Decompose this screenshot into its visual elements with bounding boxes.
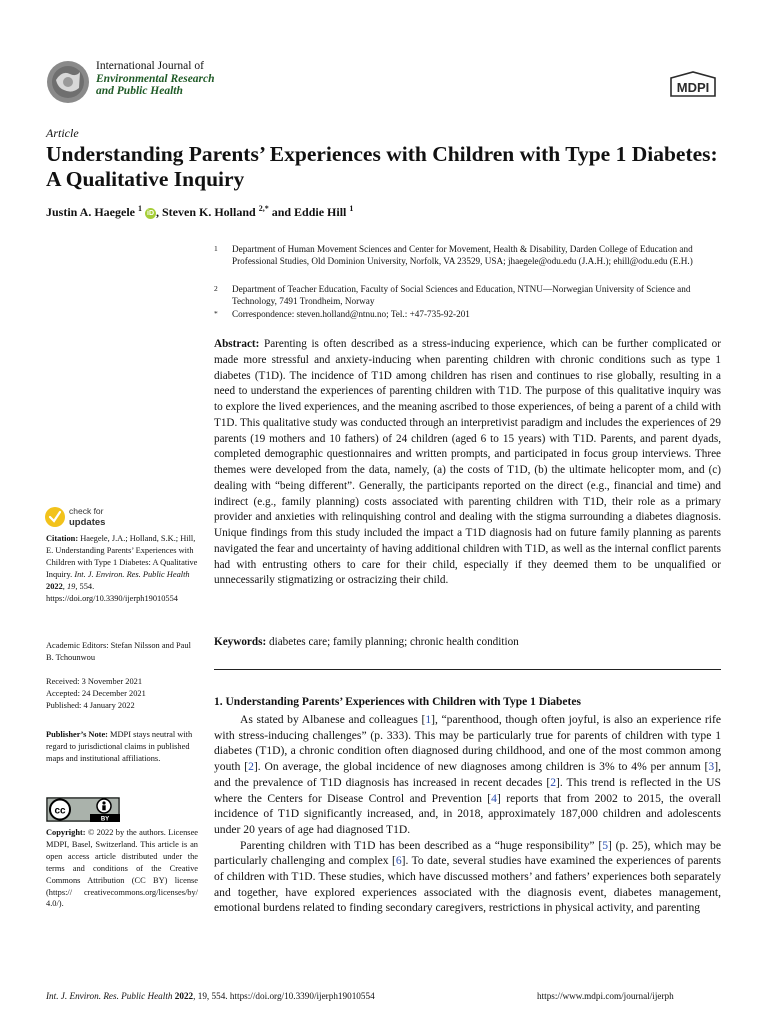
section-divider <box>214 669 721 670</box>
received-date: Received: 3 November 2021 <box>46 677 143 686</box>
copyright-block <box>46 827 198 910</box>
reference-link[interactable]: 2 <box>550 775 557 789</box>
by-text: BY <box>100 816 110 822</box>
paragraph-text: ]. This trend is reflected in the US where the Centers for Disease Control and Prevention [ <box>214 775 721 805</box>
orcid-icon[interactable]: iD <box>147 210 154 217</box>
journal-name-line1: International Journal of <box>96 60 204 72</box>
author-hill[interactable]: Eddie Hill <box>294 205 347 219</box>
author-haegele[interactable]: Justin A. Haegele <box>46 205 135 219</box>
publisher-note-text: MDPI stays neutral with regard to jurisdictional claims in published maps and institutional affiliations. <box>46 730 193 763</box>
updates-text: updates <box>69 517 106 528</box>
abstract <box>214 337 721 589</box>
paragraph-2 <box>214 838 721 917</box>
affiliation-1 <box>214 243 724 267</box>
affiliation-2 <box>214 283 724 307</box>
keywords <box>214 636 721 648</box>
author-sup: 1 <box>349 204 354 213</box>
paragraph-1 <box>214 712 721 838</box>
dates-block <box>46 676 198 712</box>
journal-logo-icon <box>46 60 90 104</box>
author-holland[interactable]: Steven K. Holland <box>162 205 256 219</box>
cc-by-license-badge[interactable] <box>46 797 120 822</box>
article-type: Article <box>46 126 79 140</box>
citation-journal: Int. J. Environ. Res. Public Health <box>74 569 190 579</box>
citation-text: Haegele, J.A.; Holland, S.K.; Hill, E. Understanding Parents’ Experiences with Children with Type 1 Diabetes: A Qualitative Inquiry. <box>46 534 198 579</box>
author-sup: 1 <box>138 204 142 213</box>
abstract-text: Parenting is often described as a stress-inducing experience, which can be further complicated or made more stressful and anxiety-inducing when parenting children with chronic conditions such as type 1 diabetes (T1D). The incidence of T1D among children has risen and continues to rise globally, resulting in a need to understand the experiences of parenting children with T1D. The purpose of this qualitative inquiry was to explore the lived experiences, and the meaning ascribed to those experiences, of being a parent of a child with T1D. This qualitative study was conducted through an interpretivist paradigm and includes the experiences of 29 parents (19 mothers and 10 fathers) of 24 children (aged 6 to 15 years) with T1D. Parents, and parent dyads, completed demographic questionnaires and written prompts, and participated in focus group interviews. Three themes were developed from the data, namely, (a) the costs of T1D, (b) the ultimate helicopter mom, and (c) dealing with “being different”. Generally, the participants reported on the direct (e.g., financial and time) and indirect (e.g., family planning) costs associated with parenting children with T1D, their role as a primary provider and anxieties with relinquishing control and dealing with the stigma surrounding a diabetes diagnosis. Unique findings from this study included the impact a T1D diagnosis had on future family planning as parents navigated the fear and uncertainty of having additional children with T1D, as well as the internal conflict parents had with entrusting others to care for their child, especially if they deemed them to be unqualified or unnecessarily stigmatizing or ostracizing their child. <box>214 338 722 587</box>
affiliation-text: Department of Teacher Education, Faculty of Social Sciences and Education, NTNU—Norwegian University of Science and Technology, 7491 Trondheim, Norway <box>232 284 691 306</box>
citation-block: Citation: Haegele, J.A.; Holland, S.K.; Hill, E. Understanding Parents’ Experiences with Children with Type 1 Diabetes: A Qualitative Inquiry. Int. J. Environ. Res. Public Health 2022, 19, 554. https://doi.org/10.3390/ijerph19010554 <box>46 534 198 603</box>
footer-doi[interactable]: , 19, 554. https://doi.org/10.3390/ijerph19010554 <box>193 991 375 1001</box>
section-heading: 1. Understanding Parents’ Experiences with Children with Type 1 Diabetes <box>214 696 581 708</box>
article-title: Understanding Parents’ Experiences with Children with Type 1 Diabetes: A Qualitative Inquiry <box>46 142 718 191</box>
affiliation-text: Correspondence: steven.holland@ntnu.no; Tel.: +47-735-92-201 <box>232 309 470 319</box>
citation-volume: 19 <box>66 581 76 591</box>
check-for-text: check for <box>69 506 104 516</box>
reference-link[interactable]: 3 <box>708 760 715 774</box>
author-separator: and <box>268 205 295 219</box>
footer-journal: Int. J. Environ. Res. Public Health <box>46 991 173 1001</box>
correspondence <box>214 308 724 320</box>
reference-link[interactable]: 6 <box>395 854 402 868</box>
paragraph-text: ] (p. 25), which may be particularly challenging and complex [ <box>214 838 721 868</box>
author-separator: , <box>156 205 162 219</box>
accepted-date: Accepted: 24 December 2021 <box>46 688 146 698</box>
paragraph-text: ]. To date, several studies have examined the experiences of parents of children with T1D. These studies, which have discussed mothers’ and fathers’ experiences both separately and together, have explored experiences associated with the diagnosis event, diabetes management, emotional burdens related to finding secondary caregivers, restrictions in physical activity, and parenting <box>214 854 722 915</box>
citation-label: Citation: <box>46 534 79 543</box>
author-list <box>46 204 353 220</box>
copyright-text: © 2022 by the authors. Licensee MDPI, Basel, Switzerland. This article is an open access article distributed under the terms and conditions of the Creative Commons Attribution (CC BY) license (https:// creativecommons.org/licenses/by/ 4.0/). <box>46 828 198 909</box>
check-for-updates-badge[interactable] <box>44 504 124 530</box>
publisher-note-label: Publisher’s Note: <box>46 730 108 739</box>
footer-citation <box>46 991 375 1001</box>
reference-link[interactable]: 4 <box>491 791 497 805</box>
paragraph-text: ]. On average, the global incidence of new diagnoses among children is 3% to 4% per annum [ <box>253 760 709 774</box>
paragraph-text: ], and the prevalence of T1D diagnosis has increased in recent decades [ <box>214 760 721 789</box>
affiliation-number: 1 <box>214 244 218 253</box>
keywords-text: diabetes care; family planning; chronic health condition <box>269 636 519 648</box>
publisher-note <box>46 729 198 765</box>
paragraph-text: ] reports that from 2002 to 2015, the overall incidence of T1D significantly increased, and, in 2018, approximately 187,000 children and adolescents under 20 years of age had diagnosed T1D. <box>214 791 721 836</box>
paragraph-text: As stated by Albanese and colleagues [ <box>240 713 426 726</box>
journal-name-line3: and Public Health <box>96 85 183 97</box>
published-date: Published: 4 January 2022 <box>46 700 135 710</box>
footer-journal-url[interactable]: https://www.mdpi.com/journal/ijerph <box>537 991 674 1001</box>
footer-year: 2022 <box>174 991 194 1001</box>
body-text <box>214 712 721 916</box>
reference-link[interactable]: 2 <box>248 760 254 774</box>
keywords-label: Keywords: <box>214 636 267 648</box>
mdpi-logo <box>667 70 719 100</box>
affiliation-number: * <box>214 309 218 318</box>
affiliation-number: 2 <box>214 284 218 293</box>
paragraph-text: Parenting children with T1D has been described as a “huge responsibility” [ <box>240 838 603 852</box>
reference-link[interactable]: 1 <box>425 713 432 726</box>
mdpi-logo-text: MDPI <box>676 80 710 95</box>
journal-name <box>96 60 215 98</box>
copyright-label: Copyright: <box>46 828 86 837</box>
affiliation-text: Department of Human Movement Sciences and Center for Movement, Health & Disability, Darden College of Education and Professional Studies, Old Dominion University, Norfolk, VA 23529, USA; jhaegele@odu.edu (J.A.H.); ehill@odu.edu (E.H.) <box>232 244 693 266</box>
abstract-label: Abstract: <box>214 338 260 350</box>
citation-doi[interactable]: , 554. https://doi.org/10.3390/ijerph19010554 <box>46 581 178 603</box>
paragraph-text: ], “parenthood, though often joyful, is also an experience rife with stress-inducing challenges” (p. 333). This may be particularly true for parents of children with type 1 diabetes (T1D), a chronic condition often diagnosed during childhood, and one of the most common among youth [ <box>214 713 722 774</box>
cc-icon: cc <box>54 805 66 817</box>
journal-name-line2: Environmental Research <box>96 72 215 85</box>
author-sup: 2,* <box>258 204 269 213</box>
citation-year: 2022 <box>46 581 63 591</box>
reference-link[interactable]: 5 <box>602 838 608 852</box>
academic-editors: Academic Editors: Stefan Nilsson and Paul B. Tchounwou <box>46 641 191 662</box>
